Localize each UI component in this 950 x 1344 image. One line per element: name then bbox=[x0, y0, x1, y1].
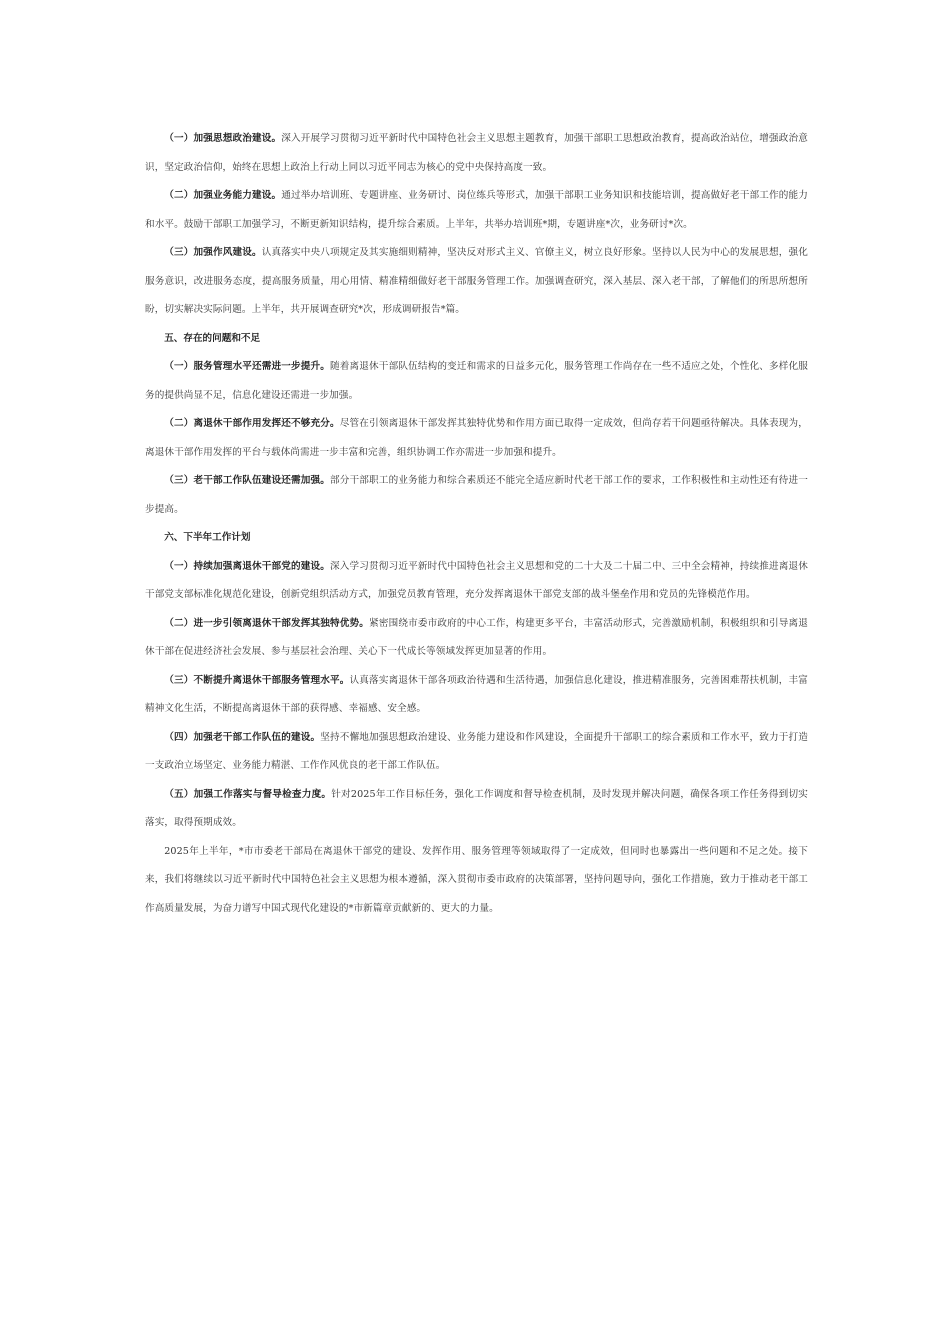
paragraph-lead: （三）老干部工作队伍建设还需加强。 bbox=[164, 475, 331, 486]
section-heading-plan: 六、下半年工作计划 bbox=[164, 532, 251, 543]
paragraph-business-capacity bbox=[145, 182, 808, 239]
paragraph-lead: （四）加强老干部工作队伍的建设。 bbox=[164, 731, 321, 743]
paragraph-service-level bbox=[145, 353, 808, 410]
paragraph-unique-advantage bbox=[145, 610, 808, 667]
paragraph-text: 部分干部职工的业务能力和综合素质还不能完全适应新时代老干部工作的要求，工作积极性和主动性还有待进一步提高。 bbox=[145, 475, 808, 515]
document-body bbox=[145, 125, 808, 923]
paragraph-text: 认真落实中央八项规定及其实施细则精神，坚决反对形式主义、官僚主义，树立良好形象。坚持以人民为中心的发展思想，强化服务意识，改进服务态度，提高服务质量，用心用情、精准精细做好老干部服务管理工作。加强调查研究，深入基层、深入老干部，了解他们的所思所想所盼，切实解决实际问题。上半年，共开展调查研究*次，形成调研报告*篇。 bbox=[145, 247, 808, 315]
paragraph-text: 紧密围绕市委市政府的中心工作，构建更多平台，丰富活动形式，完善激励机制，积极组织和引导离退休干部在促进经济社会发展、参与基层社会治理、关心下一代成长等领域发挥更加显著的作用。 bbox=[145, 617, 808, 657]
paragraph-lead: （三）加强作风建设。 bbox=[164, 247, 262, 258]
paragraph-ideological-building bbox=[145, 125, 808, 182]
paragraph-text: 2025年上半年，*市市委老干部局在离退休干部党的建设、发挥作用、服务管理等领域取得了一定成效，但同时也暴露出一些问题和不足之处。接下来，我们将继续以习近平新时代中国特色社会主义思想为根本遵循，深入贯彻市委市政府的决策部署，坚持问题导向，强化工作措施，致力于推动老干部工作高质量发展，为奋力谱写中国式现代化建设的*市新篇章贡献新的、更大的力量。 bbox=[145, 845, 808, 914]
paragraph-team-building bbox=[145, 467, 808, 524]
paragraph-lead: （一）加强思想政治建设。 bbox=[164, 133, 282, 144]
paragraph-lead: （一）服务管理水平还需进一步提升。 bbox=[164, 361, 331, 372]
paragraph-text: 深入学习贯彻习近平新时代中国特色社会主义思想和党的二十大及二十届二中、三中全会精神，持续推进离退休干部党支部标准化规范化建设，创新党组织活动方式，加强党员教育管理，充分发挥离退休干部党支部的战斗堡垒作用和党员的先锋模范作用。 bbox=[145, 560, 808, 600]
paragraph-text: 深入开展学习贯彻习近平新时代中国特色社会主义思想主题教育，加强干部职工思想政治教育，提高政治站位，增强政治意识，坚定政治信仰，始终在思想上政治上行动上同以习近平同志为核心的党中央保持高度一致。 bbox=[145, 133, 809, 173]
paragraph-lead: （三）不断提升离退休干部服务管理水平。 bbox=[164, 674, 350, 686]
paragraph-lead: （二）离退休干部作用发挥还不够充分。 bbox=[164, 418, 340, 429]
paragraph-text: 尽管在引领离退休干部发挥其独特优势和作用方面已取得一定成效，但尚存若干问题亟待解决。具体表现为，离退休干部作用发挥的平台与载体尚需进一步丰富和完善，组织协调工作亦需进一步加强和提升。 bbox=[145, 418, 808, 458]
paragraph-text: 坚持不懈地加强思想政治建设、业务能力建设和作风建设，全面提升干部职工的综合素质和工作水平，致力于打造一支政治立场坚定、业务能力精湛、工作作风优良的老干部工作队伍。 bbox=[145, 731, 808, 771]
paragraph-work-style bbox=[145, 239, 808, 325]
paragraph-supervision bbox=[145, 781, 808, 838]
section-heading-problems: 五、存在的问题和不足 bbox=[164, 332, 261, 344]
paragraph-service-management bbox=[145, 667, 808, 724]
paragraph-team-construction bbox=[145, 724, 808, 781]
paragraph-text: 认真落实离退休干部各项政治待遇和生活待遇，加强信息化建设，推进精准服务，完善困难帮扶机制，丰富精神文化生活，不断提高离退休干部的获得感、幸福感、安全感。 bbox=[145, 674, 808, 714]
paragraph-lead: （二）加强业务能力建设。 bbox=[164, 190, 282, 201]
paragraph-text: 针对2025年工作目标任务，强化工作调度和督导检查机制，及时发现并解决问题，确保各项工作任务得到切实落实，取得预期成效。 bbox=[145, 788, 808, 828]
paragraph-text: 通过举办培训班、专题讲座、业务研讨、岗位练兵等形式，加强干部职工业务知识和技能培训，提高做好老干部工作的能力和水平。鼓励干部职工加强学习，不断更新知识结构，提升综合素质。上半年，共举办培训班*期，专题讲座*次，业务研讨*次。 bbox=[145, 190, 809, 230]
paragraph-text: 随着离退休干部队伍结构的变迁和需求的日益多元化，服务管理工作尚存在一些不适应之处，个性化、多样化服务的提供尚显不足，信息化建设还需进一步加强。 bbox=[145, 361, 808, 401]
paragraph-lead: （二）进一步引领离退休干部发挥其独特优势。 bbox=[164, 617, 370, 629]
paragraph-role-play bbox=[145, 410, 808, 467]
paragraph-lead: （一）持续加强离退休干部党的建设。 bbox=[164, 560, 331, 572]
paragraph-party-building bbox=[145, 553, 808, 610]
paragraph-lead: （五）加强工作落实与督导检查力度。 bbox=[164, 788, 332, 800]
paragraph-conclusion bbox=[145, 838, 808, 924]
